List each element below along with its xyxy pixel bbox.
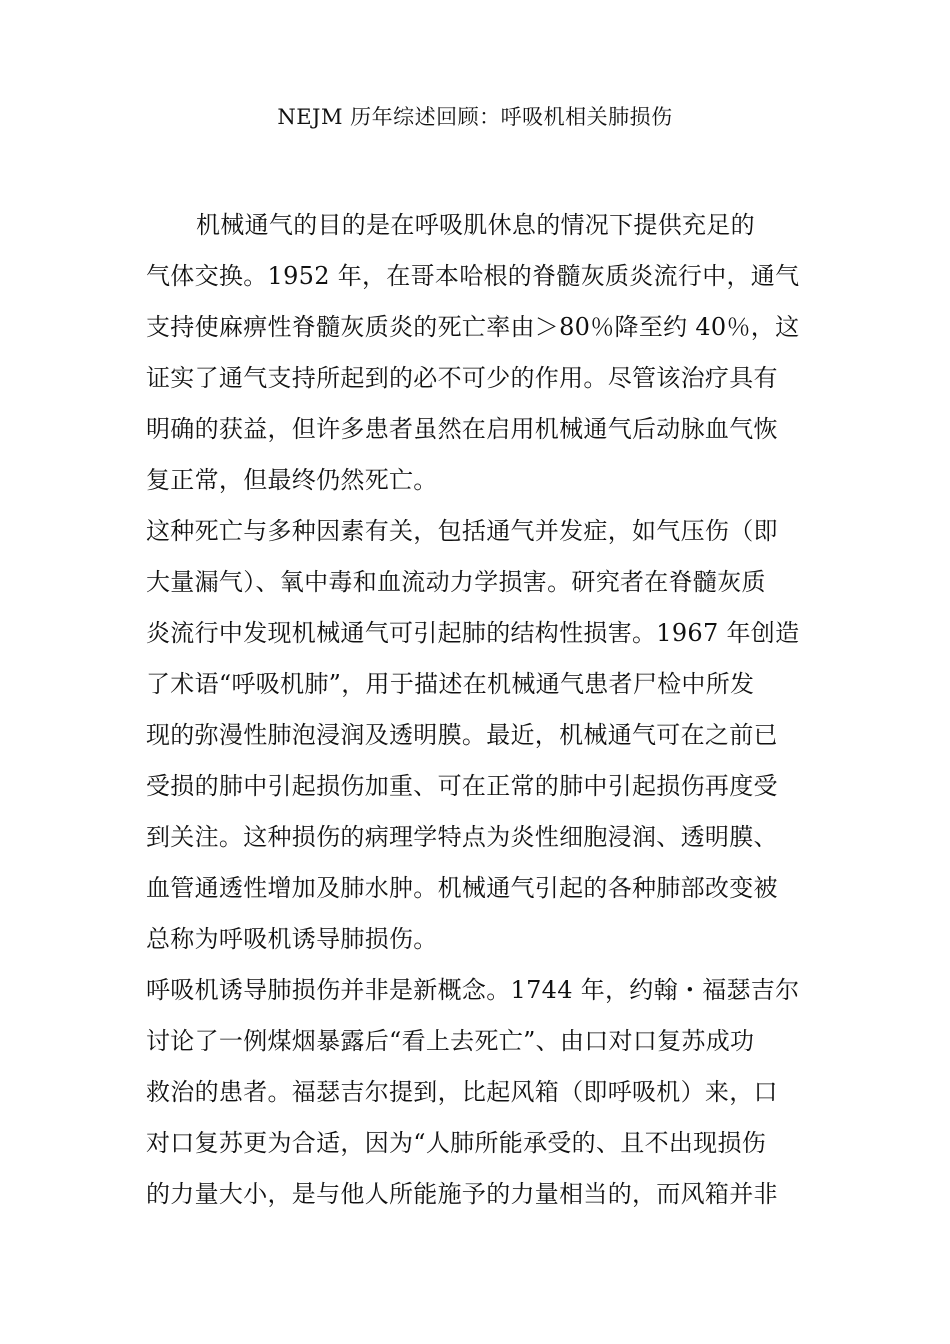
document-body bbox=[146, 200, 816, 1220]
paragraph-2-line-2: 大量漏气）、氧中毒和血流动力学损害。研究者在脊髓灰质 bbox=[146, 568, 766, 596]
paragraph-2-line-4: 了术语“呼吸机肺”，用于描述在机械通气患者尸检中所发 bbox=[146, 670, 755, 698]
paragraph-2-line-7: 到关注。这种损伤的病理学特点为炎性细胞浸润、透明膜、 bbox=[146, 823, 778, 851]
paragraph-3-line-2: 讨论了一例煤烟暴露后“看上去死亡”、由口对口复苏成功 bbox=[146, 1027, 755, 1055]
paragraph-3-line-1: 呼吸机诱导肺损伤并非是新概念。1744 年，约翰・福瑟吉尔 bbox=[146, 976, 800, 1004]
paragraph-2-line-3: 炎流行中发现机械通气可引起肺的结构性损害。1967 年创造 bbox=[146, 619, 800, 647]
paragraph-2-line-1: 这种死亡与多种因素有关，包括通气并发症，如气压伤（即 bbox=[146, 517, 778, 545]
paragraph-3-line-5: 的力量大小，是与他人所能施予的力量相当的，而风箱并非 bbox=[146, 1180, 778, 1208]
paragraph-2-line-6: 受损的肺中引起损伤加重、可在正常的肺中引起损伤再度受 bbox=[146, 772, 778, 800]
paragraph-3-line-4: 对口复苏更为合适，因为“人肺所能承受的、且不出现损伤 bbox=[146, 1129, 767, 1157]
paragraph-2-line-5: 现的弥漫性肺泡浸润及透明膜。最近，机械通气可在之前已 bbox=[146, 721, 778, 749]
document-title: NEJM 历年综述回顾：呼吸机相关肺损伤 bbox=[277, 105, 673, 129]
paragraph-1-line-6: 复正常，但最终仍然死亡。 bbox=[146, 466, 438, 494]
paragraph-1-line-1: 机械通气的目的是在呼吸肌休息的情况下提供充足的 bbox=[196, 211, 755, 239]
paragraph-1-line-3: 支持使麻痹性脊髓灰质炎的死亡率由＞80％降至约 40％，这 bbox=[146, 313, 800, 341]
paragraph-1-line-5: 明确的获益，但许多患者虽然在启用机械通气后动脉血气恢 bbox=[146, 415, 778, 443]
paragraph-2-line-8: 血管通透性增加及肺水肿。机械通气引起的各种肺部改变被 bbox=[146, 874, 778, 902]
paragraph-3-line-3: 救治的患者。福瑟吉尔提到，比起风箱（即呼吸机）来，口 bbox=[146, 1078, 778, 1106]
paragraph-2-line-9: 总称为呼吸机诱导肺损伤。 bbox=[146, 925, 438, 953]
paragraph-1-line-2: 气体交换。1952 年，在哥本哈根的脊髓灰质炎流行中，通气 bbox=[146, 262, 800, 290]
paragraph-1-line-4: 证实了通气支持所起到的必不可少的作用。尽管该治疗具有 bbox=[146, 364, 778, 392]
